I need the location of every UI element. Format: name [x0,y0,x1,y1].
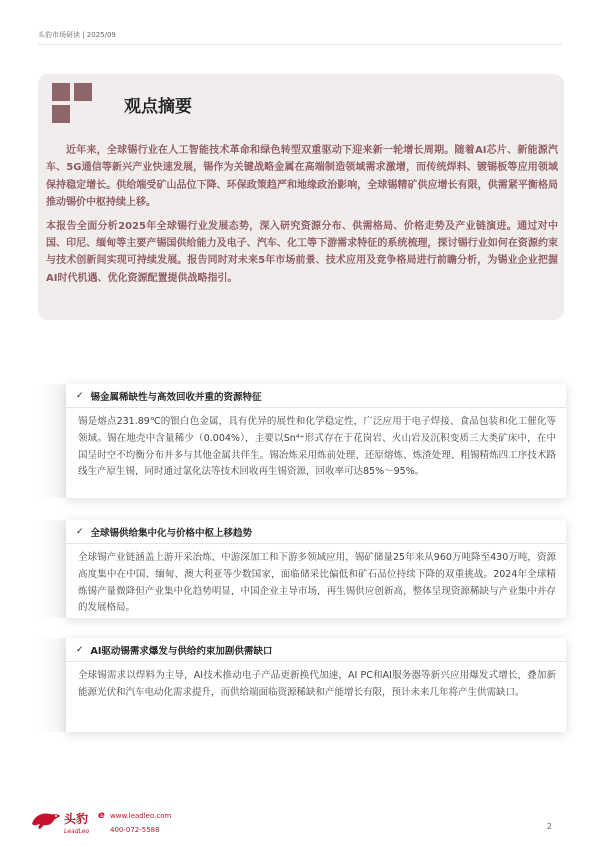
insight-card [66,520,566,618]
brand-name-en: LeadLeo [64,828,90,835]
footer-website[interactable]: www.leadleo.com [110,812,172,820]
e-icon: e [98,810,105,821]
summary-paragraph: 近年来，全球锡行业在人工智能技术革命和绿色转型双重驱动下迎来新一轮增长周期。随着AI芯片、新能源汽车、5G通信等新兴产业快速发展，锡作为关键战略金属在高端制造领域需求激增，而传统焊料、镀锡板等应用领域保持稳定增长。供给端受矿山品位下降、环保政策趋严和地缘政治影响，全球锡精矿供应增长有限，供需紧平衡格局推动锡价中枢持续上移。 [46,145,558,209]
summary-paragraph: 本报告全面分析2025年全球锡行业发展态势，深入研究资源分布、供需格局、价格走势及产业链演进。通过对中国、印尼、缅甸等主要产锡国供给能力及电子、汽车、化工等下游需求特征的系统梳理，探讨锡行业如何在资源约束与技术创新间实现可持续发展。报告同时对未来5年市场前景、技术应用及竞争格局进行前瞻分析，为锡业企业把握AI时代机遇、优化资源配置提供战略指引。 [46,220,558,284]
card-header [66,638,566,662]
header-text: 头豹市场研读 | 2025/09 [38,31,116,39]
card-body: 锡是熔点231.89℃的银白色金属，具有优异的展性和化学稳定性，广泛应用于电子焊接、食品包装和化工催化等领域。锡在地壳中含量稀少（0.004%），主要以Sn⁴⁺形式存在于花岗岩、火山岩及沉积变质三大类矿床中，在中国呈时空不均衡分布并多与其他金属共伴生。锡冶炼采用炼前处理、还原熔炼、炼渣处理、粗锡精炼四工序技术路线生产原生锡，同时通过氯化法等技术回收再生锡资源，回收率可达85%～95%。 [78,416,556,478]
insight-card [66,638,566,732]
brand-name-cn: 头豹 [64,812,89,826]
check-icon: ✓ [76,526,84,537]
card-header [66,384,566,408]
decor-square [52,83,70,101]
page-number: 2 [546,822,552,831]
header-divider [38,44,562,45]
card-body: 全球锡产业链涵盖上游开采冶炼、中游深加工和下游多领域应用，锡矿储量25年来从960万吨降至430万吨，资源高度集中在中国、缅甸、澳大利亚等少数国家，面临储采比偏低和矿石品位持续下降的双重挑战。2024年全球精炼锡产量微降但产业集中化趋势明显，中国企业主导市场，再生锡供应创新高，整体呈现资源稀缺与产业集中并存的发展格局。 [78,552,556,614]
check-icon: ✓ [76,390,84,401]
check-icon: ✓ [76,644,84,655]
summary-title: 观点摘要 [124,97,192,117]
leopard-logo-icon [30,808,62,832]
decor-square [74,83,92,101]
decor-square [52,105,70,123]
card-title: 全球锡供给集中化与价格中枢上移趋势 [90,527,253,539]
card-body: 全球锡需求以焊料为主导，AI技术推动电子产品更新换代加速，AI PC和AI服务器等新兴应用爆发式增长，叠加新能源光伏和汽车电动化需求提升，而供给端面临资源稀缺和产能增长有限，预计未来几年将产生供需缺口。 [78,670,556,698]
footer-phone: 400-072-5588 [110,826,160,834]
card-title: AI驱动锡需求爆发与供给约束加剧供需缺口 [90,645,273,657]
card-header [66,520,566,544]
insight-card [66,384,566,498]
summary-body [46,142,558,293]
card-title: 锡金属稀缺性与高效回收并重的资源特征 [90,391,262,403]
